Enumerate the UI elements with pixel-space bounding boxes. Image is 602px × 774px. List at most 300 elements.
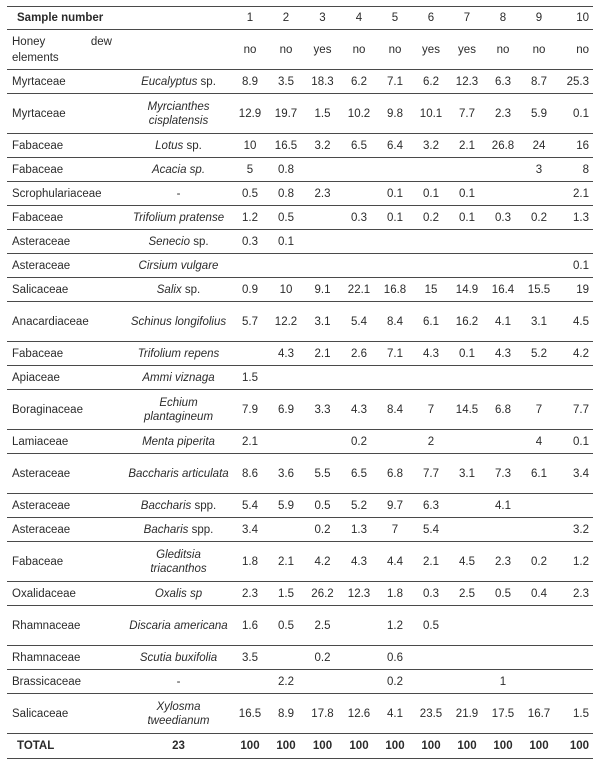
percentage-cell: 0.1: [413, 182, 449, 206]
species-cell: [125, 430, 232, 454]
percentage-cell: 5.9: [268, 494, 304, 518]
percentage-cell: 2.1: [413, 542, 449, 582]
honeydew-label: [7, 30, 125, 70]
species-name-italic: Bacharis: [143, 523, 189, 536]
percentage-cell: 0.2: [341, 430, 377, 454]
percentage-cell: 0.5: [232, 182, 268, 206]
percentage-cell: 0.8: [268, 158, 304, 182]
percentage-cell: 0.8: [268, 182, 304, 206]
percentage-cell: 10.1: [413, 94, 449, 134]
percentage-cell: 3.1: [521, 302, 557, 342]
percentage-cell: [304, 206, 341, 230]
percentage-cell: 8.4: [377, 390, 413, 430]
species-name-italic: Lotus: [155, 139, 184, 152]
percentage-cell: 0.4: [521, 582, 557, 606]
percentage-cell: 3.2: [413, 134, 449, 158]
species-name-italic: Gleditsia triacanthos: [150, 548, 207, 575]
percentage-cell: [485, 646, 521, 670]
percentage-cell: [449, 254, 485, 278]
species-cell: [125, 278, 232, 302]
percentage-cell: 2.5: [304, 606, 341, 646]
percentage-cell: 0.3: [413, 582, 449, 606]
percentage-cell: [521, 606, 557, 646]
percentage-cell: 3: [521, 158, 557, 182]
percentage-cell: 0.1: [557, 94, 593, 134]
species-row: [7, 582, 593, 606]
species-row: [7, 254, 593, 278]
pollen-composition-table: [7, 6, 593, 759]
percentage-cell: 0.3: [485, 206, 521, 230]
percentage-cell: 5.2: [521, 342, 557, 366]
sample-header: 6: [413, 7, 449, 30]
percentage-cell: [485, 518, 521, 542]
sample-header: 2: [268, 7, 304, 30]
percentage-cell: 0.3: [232, 230, 268, 254]
percentage-cell: [268, 430, 304, 454]
percentage-cell: 7.3: [485, 454, 521, 494]
species-name-italic: Trifolium repens: [137, 347, 220, 360]
percentage-cell: 6.2: [341, 70, 377, 94]
percentage-cell: 14.5: [449, 390, 485, 430]
percentage-cell: [377, 430, 413, 454]
species-row: [7, 694, 593, 734]
family-cell: Fabaceae: [7, 206, 125, 230]
percentage-cell: 12.3: [449, 70, 485, 94]
sample-header: 4: [341, 7, 377, 30]
percentage-cell: 4: [521, 430, 557, 454]
percentage-cell: 4.3: [341, 542, 377, 582]
percentage-cell: 8.6: [232, 454, 268, 494]
family-cell: Myrtaceae: [7, 94, 125, 134]
percentage-cell: 1.8: [377, 582, 413, 606]
species-name-italic: Eucalyptus: [141, 75, 198, 88]
percentage-cell: [413, 158, 449, 182]
percentage-cell: [413, 646, 449, 670]
percentage-cell: 6.3: [485, 70, 521, 94]
percentage-cell: [341, 606, 377, 646]
percentage-cell: [557, 494, 593, 518]
percentage-cell: 26.2: [304, 582, 341, 606]
percentage-cell: 7.9: [232, 390, 268, 430]
percentage-cell: 1.5: [304, 94, 341, 134]
percentage-cell: 4.2: [304, 542, 341, 582]
percentage-cell: [485, 158, 521, 182]
total-value: 100: [557, 734, 593, 759]
header-blank: [125, 7, 232, 30]
percentage-cell: 4.1: [485, 494, 521, 518]
percentage-cell: 6.9: [268, 390, 304, 430]
family-cell: Boraginaceae: [7, 390, 125, 430]
percentage-cell: [341, 182, 377, 206]
percentage-cell: 3.1: [449, 454, 485, 494]
percentage-cell: 18.3: [304, 70, 341, 94]
percentage-cell: 0.5: [485, 582, 521, 606]
percentage-cell: 22.1: [341, 278, 377, 302]
species-row: [7, 134, 593, 158]
percentage-cell: [341, 646, 377, 670]
percentage-cell: [449, 158, 485, 182]
percentage-cell: 8.7: [521, 70, 557, 94]
percentage-cell: 1.2: [377, 606, 413, 646]
percentage-cell: 8.9: [268, 694, 304, 734]
percentage-cell: [485, 430, 521, 454]
percentage-cell: [521, 646, 557, 670]
percentage-cell: [413, 366, 449, 390]
percentage-cell: 0.2: [521, 206, 557, 230]
species-row: [7, 94, 593, 134]
percentage-cell: [232, 254, 268, 278]
sample-header: 10: [557, 7, 593, 30]
sample-header: 7: [449, 7, 485, 30]
percentage-cell: 16: [557, 134, 593, 158]
species-row: [7, 390, 593, 430]
total-value: 100: [521, 734, 557, 759]
percentage-cell: 8.9: [232, 70, 268, 94]
percentage-cell: 7.7: [413, 454, 449, 494]
percentage-cell: 2.3: [485, 94, 521, 134]
percentage-cell: 6.1: [413, 302, 449, 342]
percentage-cell: 2.5: [449, 582, 485, 606]
percentage-cell: [341, 158, 377, 182]
percentage-cell: 7: [377, 518, 413, 542]
percentage-cell: [377, 158, 413, 182]
percentage-cell: 2.1: [232, 430, 268, 454]
family-cell: Asteraceae: [7, 518, 125, 542]
percentage-cell: 14.9: [449, 278, 485, 302]
percentage-cell: 5.7: [232, 302, 268, 342]
species-row: [7, 70, 593, 94]
family-cell: Oxalidaceae: [7, 582, 125, 606]
percentage-cell: 2.1: [449, 134, 485, 158]
percentage-cell: 10: [268, 278, 304, 302]
total-value: 100: [341, 734, 377, 759]
species-name-italic: Scutia buxifolia: [139, 651, 218, 664]
percentage-cell: 3.1: [304, 302, 341, 342]
species-cell: [125, 390, 232, 430]
percentage-cell: 6.5: [341, 134, 377, 158]
percentage-cell: [557, 230, 593, 254]
percentage-cell: 0.1: [449, 182, 485, 206]
percentage-cell: [521, 494, 557, 518]
percentage-cell: [449, 230, 485, 254]
family-cell: Asteraceae: [7, 230, 125, 254]
percentage-cell: 0.5: [268, 206, 304, 230]
percentage-cell: 0.2: [413, 206, 449, 230]
percentage-cell: 7.1: [377, 342, 413, 366]
percentage-cell: 7: [521, 390, 557, 430]
species-cell: [125, 206, 232, 230]
species-row: [7, 206, 593, 230]
percentage-cell: 16.8: [377, 278, 413, 302]
percentage-cell: 10.2: [341, 94, 377, 134]
percentage-cell: [521, 670, 557, 694]
percentage-cell: 4.3: [341, 390, 377, 430]
percentage-cell: 6.4: [377, 134, 413, 158]
family-cell: Salicaceae: [7, 278, 125, 302]
percentage-cell: 2.2: [268, 670, 304, 694]
species-cell: [125, 342, 232, 366]
percentage-cell: 4.5: [557, 302, 593, 342]
percentage-cell: 25.3: [557, 70, 593, 94]
species-name-suffix: -: [176, 187, 181, 200]
percentage-cell: 4.3: [413, 342, 449, 366]
percentage-cell: 1.6: [232, 606, 268, 646]
honeydew-value: no: [341, 30, 377, 70]
percentage-cell: [232, 342, 268, 366]
percentage-cell: 5.5: [304, 454, 341, 494]
percentage-cell: [521, 518, 557, 542]
species-row: [7, 606, 593, 646]
percentage-cell: [268, 254, 304, 278]
species-cell: [125, 582, 232, 606]
total-species-count: 23: [125, 734, 232, 759]
percentage-cell: [304, 254, 341, 278]
percentage-cell: 5.9: [521, 94, 557, 134]
percentage-cell: [377, 366, 413, 390]
percentage-cell: 4.2: [557, 342, 593, 366]
percentage-cell: 0.5: [268, 606, 304, 646]
percentage-cell: 1.8: [232, 542, 268, 582]
percentage-cell: [449, 366, 485, 390]
total-value: 100: [413, 734, 449, 759]
family-cell: Lamiaceae: [7, 430, 125, 454]
percentage-cell: [449, 606, 485, 646]
percentage-cell: [413, 254, 449, 278]
percentage-cell: 12.3: [341, 582, 377, 606]
percentage-cell: [557, 366, 593, 390]
percentage-cell: [485, 366, 521, 390]
species-name-suffix: sp.: [183, 139, 202, 152]
family-cell: Anacardiaceae: [7, 302, 125, 342]
percentage-cell: 19: [557, 278, 593, 302]
species-name-italic: Ammi viznaga: [142, 371, 215, 384]
percentage-cell: 7: [413, 390, 449, 430]
percentage-cell: [449, 518, 485, 542]
percentage-cell: [377, 230, 413, 254]
percentage-cell: [304, 230, 341, 254]
percentage-cell: 1.5: [268, 582, 304, 606]
percentage-cell: 2.1: [268, 542, 304, 582]
species-row: [7, 278, 593, 302]
percentage-cell: 0.2: [304, 518, 341, 542]
percentage-cell: 5.2: [341, 494, 377, 518]
percentage-cell: 0.6: [377, 646, 413, 670]
percentage-cell: [557, 670, 593, 694]
percentage-cell: 26.8: [485, 134, 521, 158]
percentage-cell: 3.4: [557, 454, 593, 494]
percentage-cell: 0.2: [377, 670, 413, 694]
percentage-cell: 5.4: [341, 302, 377, 342]
percentage-cell: [304, 670, 341, 694]
percentage-cell: [341, 254, 377, 278]
species-row: [7, 454, 593, 494]
percentage-cell: 12.6: [341, 694, 377, 734]
species-name-italic: Senecio: [148, 235, 190, 248]
percentage-cell: 0.5: [413, 606, 449, 646]
percentage-cell: 0.2: [304, 646, 341, 670]
percentage-cell: 1.2: [557, 542, 593, 582]
sample-header: 8: [485, 7, 521, 30]
honeydew-value: yes: [413, 30, 449, 70]
percentage-cell: 21.9: [449, 694, 485, 734]
sample-header: 3: [304, 7, 341, 30]
family-cell: Rhamnaceae: [7, 606, 125, 646]
total-value: 100: [304, 734, 341, 759]
total-value: 100: [268, 734, 304, 759]
percentage-cell: 3.3: [304, 390, 341, 430]
percentage-cell: [304, 366, 341, 390]
species-cell: [125, 646, 232, 670]
percentage-cell: 7.7: [449, 94, 485, 134]
sample-header: 9: [521, 7, 557, 30]
family-cell: Asteraceae: [7, 454, 125, 494]
percentage-cell: 1.3: [341, 518, 377, 542]
species-row: [7, 670, 593, 694]
percentage-cell: [268, 646, 304, 670]
percentage-cell: 12.9: [232, 94, 268, 134]
family-cell: Myrtaceae: [7, 70, 125, 94]
percentage-cell: 19.7: [268, 94, 304, 134]
percentage-cell: [557, 606, 593, 646]
sample-header: 1: [232, 7, 268, 30]
percentage-cell: 24: [521, 134, 557, 158]
percentage-cell: 6.1: [521, 454, 557, 494]
percentage-cell: 0.1: [449, 342, 485, 366]
percentage-cell: 6.5: [341, 454, 377, 494]
percentage-cell: 23.5: [413, 694, 449, 734]
species-row: [7, 646, 593, 670]
species-name-italic: Oxalis sp: [154, 587, 203, 600]
species-name-italic: Discaria americana: [129, 619, 228, 632]
honeydew-value: no: [232, 30, 268, 70]
percentage-cell: [304, 430, 341, 454]
percentage-cell: 2.1: [557, 182, 593, 206]
percentage-cell: 3.5: [232, 646, 268, 670]
percentage-cell: [377, 254, 413, 278]
percentage-cell: [557, 646, 593, 670]
honeydew-label-word2: dew: [90, 35, 112, 48]
family-cell: Apiaceae: [7, 366, 125, 390]
percentage-cell: [341, 366, 377, 390]
percentage-cell: 2.6: [341, 342, 377, 366]
percentage-cell: 3.5: [268, 70, 304, 94]
species-name-suffix: spp.: [188, 523, 214, 536]
percentage-cell: 1.2: [232, 206, 268, 230]
species-row: [7, 158, 593, 182]
percentage-cell: 2.1: [304, 342, 341, 366]
percentage-cell: 3.2: [304, 134, 341, 158]
percentage-cell: 6.3: [413, 494, 449, 518]
percentage-cell: 6.2: [413, 70, 449, 94]
percentage-cell: 0.1: [557, 254, 593, 278]
percentage-cell: [449, 670, 485, 694]
percentage-cell: 16.5: [232, 694, 268, 734]
percentage-cell: 5.4: [413, 518, 449, 542]
percentage-cell: 6.8: [377, 454, 413, 494]
percentage-cell: [485, 606, 521, 646]
percentage-cell: [521, 230, 557, 254]
species-name-suffix: sp.: [197, 75, 216, 88]
percentage-cell: 3.6: [268, 454, 304, 494]
species-cell: [125, 454, 232, 494]
percentage-cell: 2.3: [485, 542, 521, 582]
family-cell: Asteraceae: [7, 494, 125, 518]
sample-header: 5: [377, 7, 413, 30]
species-name-italic: Baccharis articulata: [128, 467, 229, 480]
species-cell: [125, 134, 232, 158]
species-row: [7, 494, 593, 518]
species-name-suffix: -: [176, 675, 181, 688]
percentage-cell: [449, 494, 485, 518]
species-cell: [125, 366, 232, 390]
percentage-cell: 3.2: [557, 518, 593, 542]
percentage-cell: [268, 366, 304, 390]
species-name-italic: Echium plantagineum: [143, 396, 214, 423]
percentage-cell: 4.5: [449, 542, 485, 582]
percentage-cell: 4.4: [377, 542, 413, 582]
species-cell: [125, 494, 232, 518]
percentage-cell: 9.8: [377, 94, 413, 134]
sample-number-label: Sample number: [7, 7, 125, 30]
percentage-cell: [232, 670, 268, 694]
honeydew-blank: [125, 30, 232, 70]
species-name-italic: Xylosma tweedianum: [147, 700, 210, 727]
percentage-cell: 6.8: [485, 390, 521, 430]
species-name-italic: Cirsium vulgare: [138, 259, 219, 272]
percentage-cell: 0.1: [449, 206, 485, 230]
percentage-cell: 0.5: [304, 494, 341, 518]
species-cell: [125, 694, 232, 734]
species-row: [7, 430, 593, 454]
species-row: [7, 342, 593, 366]
total-value: 100: [449, 734, 485, 759]
species-name-italic: Myrcianthes cisplatensis: [147, 100, 210, 127]
species-name-suffix: sp.: [190, 235, 209, 248]
species-row: [7, 518, 593, 542]
species-cell: [125, 182, 232, 206]
species-row: [7, 230, 593, 254]
species-cell: [125, 230, 232, 254]
header-row: [7, 7, 593, 30]
percentage-cell: [485, 230, 521, 254]
honeydew-value: no: [557, 30, 593, 70]
species-row: [7, 302, 593, 342]
species-row: [7, 366, 593, 390]
family-cell: Fabaceae: [7, 342, 125, 366]
species-name-italic: Salix: [156, 283, 182, 296]
species-cell: [125, 70, 232, 94]
percentage-cell: 0.1: [268, 230, 304, 254]
species-cell: [125, 254, 232, 278]
honeydew-value: yes: [449, 30, 485, 70]
family-cell: Fabaceae: [7, 542, 125, 582]
percentage-cell: 0.2: [521, 542, 557, 582]
species-name-italic: Schinus longifolius: [130, 315, 227, 328]
percentage-cell: 4.1: [377, 694, 413, 734]
percentage-cell: 15.5: [521, 278, 557, 302]
total-value: 100: [377, 734, 413, 759]
percentage-cell: 0.9: [232, 278, 268, 302]
total-row: [7, 734, 593, 759]
family-cell: Asteraceae: [7, 254, 125, 278]
family-cell: Brassicaceae: [7, 670, 125, 694]
total-value: 100: [485, 734, 521, 759]
species-name-italic: Trifolium pratense: [132, 211, 225, 224]
percentage-cell: 16.5: [268, 134, 304, 158]
percentage-cell: [449, 646, 485, 670]
family-cell: Scrophulariaceae: [7, 182, 125, 206]
percentage-cell: 17.5: [485, 694, 521, 734]
